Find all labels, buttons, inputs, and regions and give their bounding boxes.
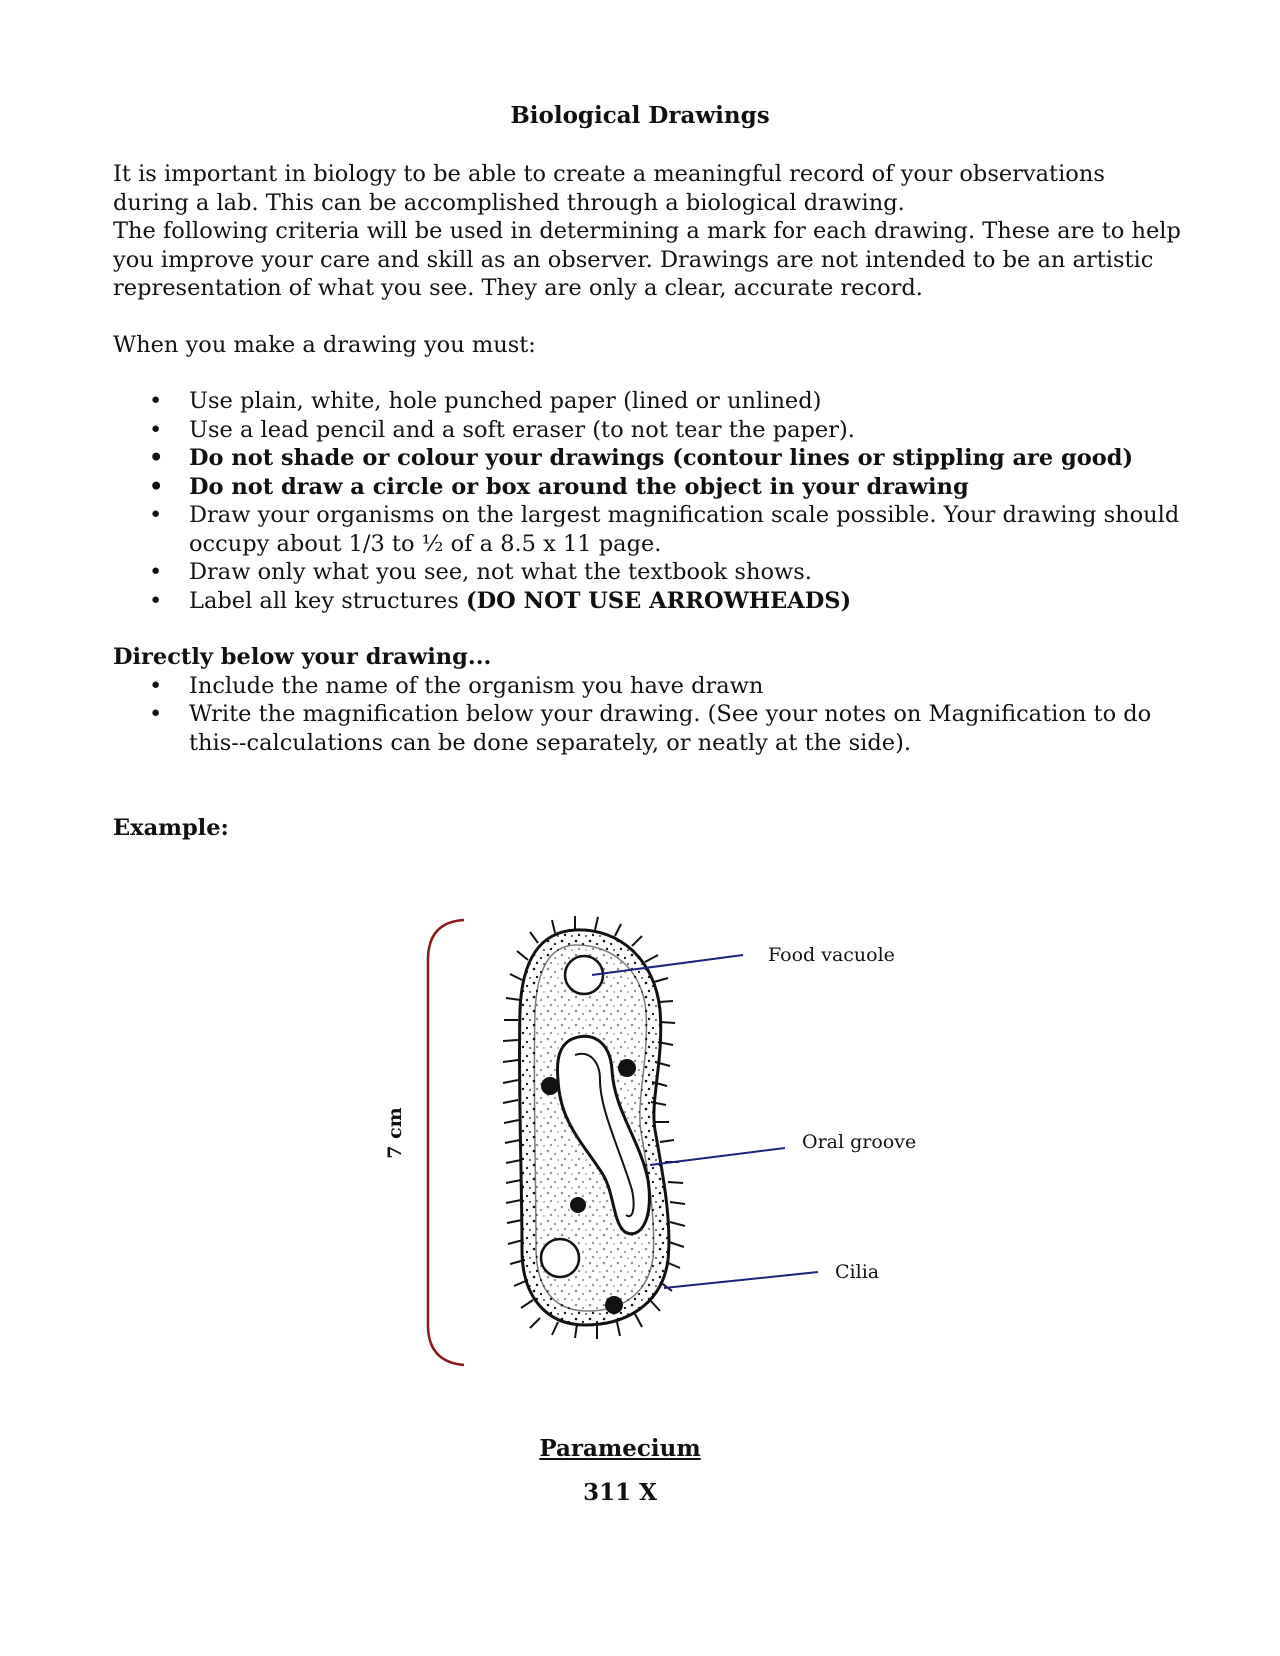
- organism-name: Paramecium: [539, 1435, 701, 1462]
- list-item: • Draw only what you see, not what the textbook shows.: [113, 558, 1183, 587]
- intro-paragraph-2: The following criteria will be used in determining a mark for each drawing. These are to help you improve your care and skill as an observer. Drawings are not intended to be an artistic representation of what you see. They are only a clear, accurate record.: [113, 218, 1181, 301]
- intro-paragraph-1: It is important in biology to be able to create a meaningful record of your observations during a lab. This can be accomplished through a biological drawing.: [113, 161, 1105, 216]
- arrowheads-emphasis: (DO NOT USE ARROWHEADS): [465, 587, 852, 614]
- label-food-vacuole: Food vacuole: [768, 944, 895, 966]
- example-label: Example:: [113, 815, 229, 841]
- scale-bracket: [428, 920, 464, 1365]
- list-item: • Do not shade or colour your drawings (contour lines or stippling are good): [113, 444, 1183, 473]
- label-cilia: Cilia: [835, 1261, 880, 1283]
- list-item: • Include the name of the organism you have drawn: [113, 672, 1183, 701]
- scale-label: 7 cm: [384, 1107, 406, 1159]
- list-item: • Do not draw a circle or box around the object in your drawing: [113, 473, 1183, 502]
- oral-groove-leader: [650, 1148, 785, 1165]
- must-heading: When you make a drawing you must:: [113, 331, 536, 358]
- list-item: • Draw your organisms on the largest magnification scale possible. Your drawing should occupy about 1/3 to ½ of a 8.5 x 11 page.: [113, 501, 1183, 558]
- list-item-text: Label all key structures: [189, 587, 466, 614]
- cilia-leader: [664, 1272, 818, 1288]
- page-title: Biological Drawings: [510, 102, 770, 129]
- label-oral-groove: Oral groove: [802, 1131, 917, 1153]
- list-item: • Use plain, white, hole punched paper (lined or unlined): [113, 387, 1183, 416]
- list-item: • Use a lead pencil and a soft eraser (to not tear the paper).: [113, 416, 1183, 445]
- food-vacuole: [541, 1239, 579, 1277]
- below-drawing-heading: Directly below your drawing...: [113, 644, 492, 670]
- list-item: • Write the magnification below your drawing. (See your notes on Magnification to do this--calculations can be done separately, or neatly at the side).: [113, 700, 1183, 757]
- magnification: 311 X: [583, 1479, 657, 1506]
